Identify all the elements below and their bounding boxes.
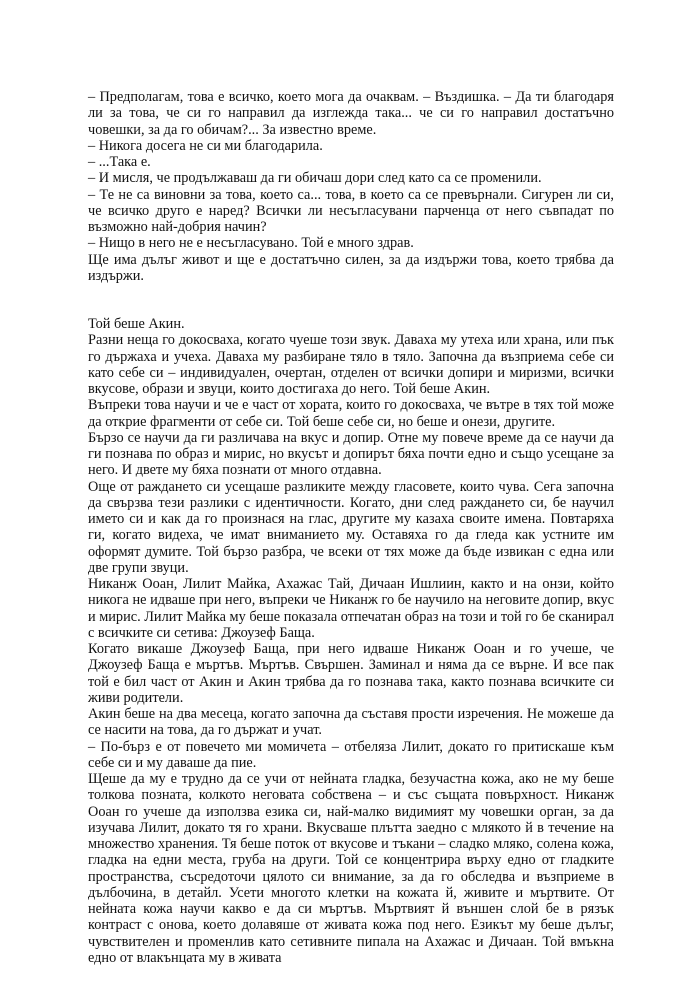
- paragraph: Когато викаше Джоузеф Баща, при него идваше Никанж Ооан и го учеше, че Джоузеф Баща е мъртъв. Мъртъв. Свършен. Заминал и няма да се върне. И все пак той е бил част от Акин и Акин трябва да го познава така, както познава всичките си живи родители.: [88, 641, 614, 706]
- paragraph: – Предполагам, това е всичко, което мога да очаквам. – Въздишка. – Да ти благодаря ли за това, че си го направил да изглежда така... че си го направил достатъчно човешки, за да го обичам?... За известно време.: [88, 89, 614, 138]
- paragraph: Никанж Ооан, Лилит Майка, Ахажас Тай, Дичаан Ишлиин, както и на онзи, който никога не идваше при него, въпреки че Никанж го бе научило на неговите допир, вкус и мирис. Лилит Майка му беше показала отпечатан образ на този и той го бе сканирал с всичките си сетива: Джоузеф Баща.: [88, 576, 614, 641]
- paragraph: – ...Така е.: [88, 154, 151, 170]
- body-text: [88, 89, 614, 966]
- paragraph: Още от раждането си усещаше разликите между гласовете, които чува. Сега започна да свързва тези разлики с идентичности. Когато, дни след раждането си, бе научил името си и как да го произнася на глас, другите му казаха своите имена. Повтаряха ги, когато видеха, че имат вниманието му. Оставяха го да гледа как устните им оформят думите. Той бързо разбра, че всеки от тях може да бъде извикан с една или две групи звуци.: [88, 478, 614, 576]
- paragraph: – Никога досега не си ми благодарила.: [88, 137, 323, 154]
- paragraph: Той беше Акин.: [88, 316, 185, 332]
- paragraph: – Нищо в него не е несъгласувано. Той е много здрав.: [88, 235, 414, 252]
- paragraph: Щеше да му е трудно да се учи от нейната гладка, безучастна кожа, ако не му беше толкова позната, колкото неговата собствена – и със същата повърхност. Никанж Ооан го учеше да използва езика си, най-малко видимият му човешки орган, за да изучава Лилит, докато тя го храни. Вкусваше плътта заедно с млякото й в течение на множество хранения. Тя беше поток от вкусове и тъкани – сладко мляко, солена кожа, гладка на едни места, груба на други. Той се концентрира върху едно от гладките пространства, съсредоточи цялото си внимание, за да го обследва и възприеме в дълбочина, в детайл. Усети многото клетки на кожата й, живите и мъртвите. От нейната кожа научи какво е да си мъртъв. Мъртвият й външен слой бе в рязък контраст с онова, което долавяше от живата кожа под него. Езикът му беше дълъг, чувствителен и променлив като сетивните пипала на Ахажас и Дичаан. Той вмъкна едно от влакънцата му в живата: [88, 771, 614, 966]
- paragraph: Ще има дълъг живот и ще е достатъчно силен, за да издържи това, което трябва да издържи.: [88, 251, 614, 284]
- paragraph: – Те не са виновни за това, което са... това, в което са се превърнали. Сигурен ли си, че всичко друго е наред? Всички ли несъгласувани парченца от него съвпадат по възможно най-добрия начин?: [88, 186, 614, 235]
- paragraph: Въпреки това научи и че е част от хората, които го докосваха, че вътре в тях той може да открие фрагменти от себе си. Той беше себе си, но беше и онези, другите.: [88, 397, 614, 430]
- paragraph: Акин беше на два месеца, когато започна да съставя прости изречения. Не можеше да се насити на това, да го държат и учат.: [88, 706, 614, 739]
- paragraph: Бързо се научи да ги различава на вкус и допир. Отне му повече време да се научи да ги познава по образ и мирис, но вкусът и допирът бяха почти едно и също усещане за него. И двете му бяха познати от много отдавна.: [88, 429, 614, 479]
- paragraph: – И мисля, че продължаваш да ги обичаш дори след като са се променили.: [88, 170, 542, 187]
- paragraph: Разни неща го докосваха, когато чуеше този звук. Даваха му утеха или храна, или пък го държаха и учеха. Даваха му разбиране тяло в тяло. Започна да възприема себе си като себе си – индивидуален, очертан, отделен от всички допири и миризми, всички вкусове, образи и звуци, които достигаха до него. Той беше Акин.: [88, 332, 614, 397]
- paragraph: – По-бърз е от повечето ми момичета – отбеляза Лилит, докато го притискаше към себе си и му даваше да пие.: [88, 738, 614, 771]
